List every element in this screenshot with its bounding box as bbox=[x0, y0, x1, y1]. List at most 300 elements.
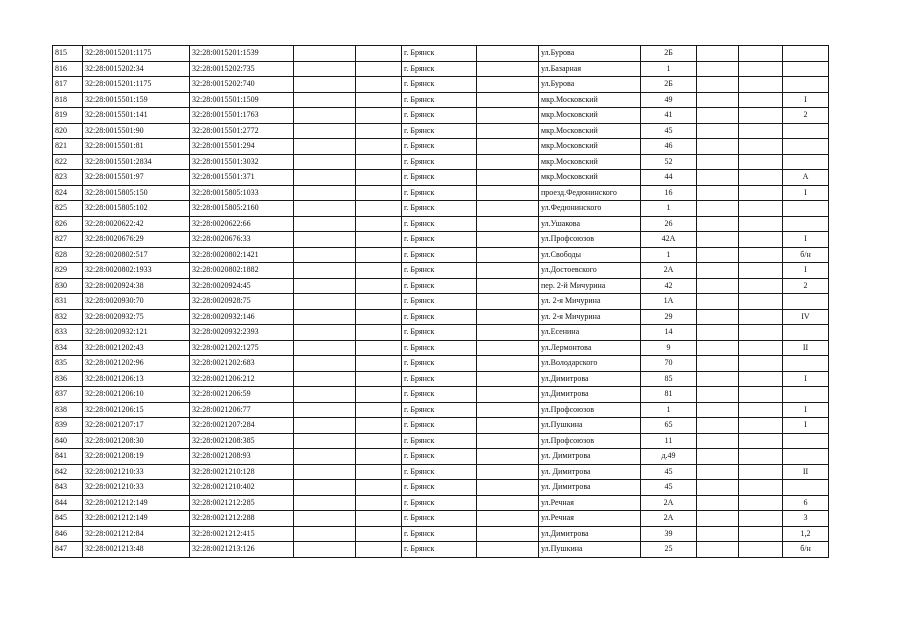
cell-cadastral-number-building: 32:28:0021213:126 bbox=[190, 542, 294, 558]
cell-cadastral-number-building: 32:28:0021212:288 bbox=[190, 511, 294, 527]
cell-cadastral-number-building: 32:28:0021208:93 bbox=[190, 449, 294, 465]
cell-empty-col-a bbox=[294, 433, 356, 449]
table-row bbox=[53, 356, 829, 372]
cell-empty-col-a bbox=[294, 480, 356, 496]
table-row bbox=[53, 278, 829, 294]
cell-empty-col-b bbox=[356, 464, 402, 480]
cell-cadastral-number-land: 32:28:0015501:81 bbox=[83, 139, 190, 155]
table-row bbox=[53, 542, 829, 558]
table-row bbox=[53, 294, 829, 310]
table-row bbox=[53, 108, 829, 124]
cell-cadastral-number-building: 32:28:0021207:284 bbox=[190, 418, 294, 434]
cell-cadastral-number-building: 32:28:0021210:402 bbox=[190, 480, 294, 496]
cell-building-letter bbox=[783, 61, 829, 77]
cell-street: ул.Достоевского bbox=[539, 263, 641, 279]
cell-row-number: 843 bbox=[53, 480, 83, 496]
cell-cadastral-number-building: 32:28:0021212:285 bbox=[190, 495, 294, 511]
cell-cadastral-number-land: 32:28:0015501:159 bbox=[83, 92, 190, 108]
cell-house-number: 1 bbox=[641, 247, 697, 263]
cell-cadastral-number-building: 32:28:0021210:128 bbox=[190, 464, 294, 480]
cell-street: ул. 2-я Мичурина bbox=[539, 294, 641, 310]
cell-row-number: 836 bbox=[53, 371, 83, 387]
cell-empty-col-b bbox=[356, 480, 402, 496]
cell-house-number: 2А bbox=[641, 511, 697, 527]
cell-house-number: 1А bbox=[641, 294, 697, 310]
cell-empty-col-e bbox=[739, 449, 783, 465]
cell-row-number: 828 bbox=[53, 247, 83, 263]
cell-street: ул.Свободы bbox=[539, 247, 641, 263]
cell-cadastral-number-building: 32:28:0015501:1509 bbox=[190, 92, 294, 108]
cell-empty-col-e bbox=[739, 139, 783, 155]
table-row bbox=[53, 232, 829, 248]
cell-empty-col-a bbox=[294, 356, 356, 372]
cell-cadastral-number-land: 32:28:0015805:102 bbox=[83, 201, 190, 217]
cell-empty-col-b bbox=[356, 371, 402, 387]
cell-house-number: 2Б bbox=[641, 77, 697, 93]
cell-cadastral-number-land: 32:28:0021208:30 bbox=[83, 433, 190, 449]
table-row bbox=[53, 402, 829, 418]
cell-empty-col-d bbox=[697, 278, 739, 294]
table-row bbox=[53, 201, 829, 217]
cell-empty-col-c bbox=[477, 247, 539, 263]
cell-empty-col-e bbox=[739, 480, 783, 496]
table-row bbox=[53, 92, 829, 108]
cell-empty-col-a bbox=[294, 542, 356, 558]
cell-empty-col-a bbox=[294, 46, 356, 62]
cell-cadastral-number-building: 32:28:0020802:1882 bbox=[190, 263, 294, 279]
cell-empty-col-e bbox=[739, 542, 783, 558]
cell-empty-col-c bbox=[477, 340, 539, 356]
cell-empty-col-e bbox=[739, 216, 783, 232]
cell-building-letter bbox=[783, 356, 829, 372]
cell-empty-col-a bbox=[294, 340, 356, 356]
cell-building-letter bbox=[783, 139, 829, 155]
cell-house-number: 81 bbox=[641, 387, 697, 403]
cell-empty-col-b bbox=[356, 201, 402, 217]
cell-empty-col-e bbox=[739, 402, 783, 418]
cell-house-number: 2А bbox=[641, 263, 697, 279]
cell-empty-col-a bbox=[294, 449, 356, 465]
cell-empty-col-d bbox=[697, 247, 739, 263]
cell-city: г. Брянск bbox=[402, 542, 477, 558]
cell-empty-col-d bbox=[697, 216, 739, 232]
table-row bbox=[53, 387, 829, 403]
table-row bbox=[53, 170, 829, 186]
cell-empty-col-d bbox=[697, 480, 739, 496]
cell-empty-col-e bbox=[739, 294, 783, 310]
registry-table bbox=[52, 45, 829, 558]
cell-cadastral-number-land: 32:28:0015501:141 bbox=[83, 108, 190, 124]
cell-row-number: 820 bbox=[53, 123, 83, 139]
cell-empty-col-b bbox=[356, 526, 402, 542]
cell-empty-col-b bbox=[356, 402, 402, 418]
cell-empty-col-c bbox=[477, 433, 539, 449]
cell-row-number: 835 bbox=[53, 356, 83, 372]
table-row bbox=[53, 418, 829, 434]
cell-empty-col-c bbox=[477, 309, 539, 325]
cell-building-letter: 2 bbox=[783, 278, 829, 294]
cell-city: г. Брянск bbox=[402, 232, 477, 248]
cell-house-number: 42А bbox=[641, 232, 697, 248]
table-row bbox=[53, 433, 829, 449]
cell-empty-col-e bbox=[739, 247, 783, 263]
cell-city: г. Брянск bbox=[402, 108, 477, 124]
cell-street: ул. Димитрова bbox=[539, 480, 641, 496]
cell-cadastral-number-building: 32:28:0021206:59 bbox=[190, 387, 294, 403]
cell-empty-col-b bbox=[356, 356, 402, 372]
table-row bbox=[53, 464, 829, 480]
cell-cadastral-number-land: 32:28:0015201:1175 bbox=[83, 77, 190, 93]
cell-empty-col-b bbox=[356, 511, 402, 527]
cell-empty-col-d bbox=[697, 185, 739, 201]
cell-row-number: 822 bbox=[53, 154, 83, 170]
table-row bbox=[53, 340, 829, 356]
cell-cadastral-number-land: 32:28:0021210:33 bbox=[83, 480, 190, 496]
cell-city: г. Брянск bbox=[402, 263, 477, 279]
cell-street: мкр.Московский bbox=[539, 154, 641, 170]
cell-empty-col-a bbox=[294, 402, 356, 418]
cell-cadastral-number-land: 32:28:0015201:1175 bbox=[83, 46, 190, 62]
cell-house-number: 49 bbox=[641, 92, 697, 108]
cell-city: г. Брянск bbox=[402, 418, 477, 434]
cell-row-number: 824 bbox=[53, 185, 83, 201]
cell-empty-col-e bbox=[739, 371, 783, 387]
cell-empty-col-d bbox=[697, 325, 739, 341]
cell-city: г. Брянск bbox=[402, 356, 477, 372]
cell-empty-col-e bbox=[739, 526, 783, 542]
cell-building-letter bbox=[783, 77, 829, 93]
cell-row-number: 827 bbox=[53, 232, 83, 248]
cell-empty-col-a bbox=[294, 61, 356, 77]
cell-empty-col-b bbox=[356, 154, 402, 170]
cell-empty-col-b bbox=[356, 449, 402, 465]
cell-city: г. Брянск bbox=[402, 170, 477, 186]
cell-cadastral-number-building: 32:28:0020932:146 bbox=[190, 309, 294, 325]
cell-empty-col-b bbox=[356, 325, 402, 341]
cell-empty-col-d bbox=[697, 232, 739, 248]
cell-empty-col-c bbox=[477, 201, 539, 217]
cell-building-letter: 3 bbox=[783, 511, 829, 527]
cell-empty-col-c bbox=[477, 294, 539, 310]
cell-empty-col-a bbox=[294, 278, 356, 294]
cell-empty-col-b bbox=[356, 77, 402, 93]
cell-empty-col-b bbox=[356, 542, 402, 558]
cell-row-number: 819 bbox=[53, 108, 83, 124]
cell-empty-col-a bbox=[294, 263, 356, 279]
cell-city: г. Брянск bbox=[402, 278, 477, 294]
cell-empty-col-a bbox=[294, 526, 356, 542]
cell-cadastral-number-land: 32:28:0015501:90 bbox=[83, 123, 190, 139]
cell-building-letter bbox=[783, 216, 829, 232]
cell-empty-col-c bbox=[477, 139, 539, 155]
cell-house-number: д.49 bbox=[641, 449, 697, 465]
cell-cadastral-number-building: 32:28:0015805:2160 bbox=[190, 201, 294, 217]
cell-empty-col-c bbox=[477, 542, 539, 558]
cell-empty-col-c bbox=[477, 46, 539, 62]
cell-street: проезд.Федюнинского bbox=[539, 185, 641, 201]
cell-empty-col-c bbox=[477, 61, 539, 77]
cell-empty-col-e bbox=[739, 263, 783, 279]
cell-empty-col-e bbox=[739, 185, 783, 201]
cell-empty-col-c bbox=[477, 232, 539, 248]
table-row bbox=[53, 247, 829, 263]
cell-empty-col-a bbox=[294, 216, 356, 232]
cell-empty-col-d bbox=[697, 433, 739, 449]
cell-city: г. Брянск bbox=[402, 526, 477, 542]
cell-cadastral-number-land: 32:28:0021202:43 bbox=[83, 340, 190, 356]
cell-street: ул.Ушакова bbox=[539, 216, 641, 232]
cell-empty-col-e bbox=[739, 278, 783, 294]
cell-empty-col-c bbox=[477, 108, 539, 124]
cell-city: г. Брянск bbox=[402, 61, 477, 77]
cell-building-letter bbox=[783, 325, 829, 341]
cell-row-number: 816 bbox=[53, 61, 83, 77]
cell-cadastral-number-land: 32:28:0021212:149 bbox=[83, 495, 190, 511]
cell-empty-col-e bbox=[739, 464, 783, 480]
cell-empty-col-c bbox=[477, 371, 539, 387]
cell-empty-col-b bbox=[356, 340, 402, 356]
cell-empty-col-a bbox=[294, 170, 356, 186]
cell-building-letter: I bbox=[783, 418, 829, 434]
cell-row-number: 823 bbox=[53, 170, 83, 186]
cell-empty-col-d bbox=[697, 464, 739, 480]
cell-street: мкр.Московский bbox=[539, 108, 641, 124]
cell-empty-col-d bbox=[697, 309, 739, 325]
cell-city: г. Брянск bbox=[402, 294, 477, 310]
cell-cadastral-number-land: 32:28:0021207:17 bbox=[83, 418, 190, 434]
table-row bbox=[53, 139, 829, 155]
cell-building-letter bbox=[783, 480, 829, 496]
cell-empty-col-b bbox=[356, 495, 402, 511]
cell-empty-col-c bbox=[477, 263, 539, 279]
cell-empty-col-c bbox=[477, 77, 539, 93]
cell-empty-col-e bbox=[739, 77, 783, 93]
cell-empty-col-b bbox=[356, 433, 402, 449]
cell-city: г. Брянск bbox=[402, 92, 477, 108]
cell-building-letter: I bbox=[783, 402, 829, 418]
cell-cadastral-number-land: 32:28:0021210:33 bbox=[83, 464, 190, 480]
cell-empty-col-d bbox=[697, 356, 739, 372]
cell-empty-col-e bbox=[739, 46, 783, 62]
cell-empty-col-b bbox=[356, 170, 402, 186]
table-row bbox=[53, 526, 829, 542]
cell-empty-col-d bbox=[697, 170, 739, 186]
cell-city: г. Брянск bbox=[402, 77, 477, 93]
cell-empty-col-d bbox=[697, 201, 739, 217]
cell-empty-col-c bbox=[477, 123, 539, 139]
cell-empty-col-d bbox=[697, 123, 739, 139]
cell-street: ул.Федюнинского bbox=[539, 201, 641, 217]
table-row bbox=[53, 371, 829, 387]
cell-row-number: 847 bbox=[53, 542, 83, 558]
cell-row-number: 829 bbox=[53, 263, 83, 279]
cell-empty-col-c bbox=[477, 480, 539, 496]
cell-row-number: 834 bbox=[53, 340, 83, 356]
cell-city: г. Брянск bbox=[402, 201, 477, 217]
cell-empty-col-c bbox=[477, 185, 539, 201]
cell-empty-col-b bbox=[356, 294, 402, 310]
cell-empty-col-b bbox=[356, 216, 402, 232]
cell-cadastral-number-building: 32:28:0015501:294 bbox=[190, 139, 294, 155]
cell-building-letter: б/н bbox=[783, 247, 829, 263]
cell-house-number: 2Б bbox=[641, 46, 697, 62]
cell-row-number: 821 bbox=[53, 139, 83, 155]
cell-cadastral-number-building: 32:28:0021212:415 bbox=[190, 526, 294, 542]
table-row bbox=[53, 61, 829, 77]
cell-row-number: 841 bbox=[53, 449, 83, 465]
cell-street: ул.Димитрова bbox=[539, 526, 641, 542]
cell-cadastral-number-land: 32:28:0020932:75 bbox=[83, 309, 190, 325]
cell-empty-col-d bbox=[697, 77, 739, 93]
cell-street: ул.Профсоюзов bbox=[539, 433, 641, 449]
cell-street: ул. Димитрова bbox=[539, 464, 641, 480]
cell-empty-col-d bbox=[697, 449, 739, 465]
cell-cadastral-number-building: 32:28:0021202:683 bbox=[190, 356, 294, 372]
cell-building-letter bbox=[783, 433, 829, 449]
cell-empty-col-c bbox=[477, 464, 539, 480]
cell-empty-col-a bbox=[294, 294, 356, 310]
cell-empty-col-d bbox=[697, 511, 739, 527]
cell-empty-col-a bbox=[294, 108, 356, 124]
cell-street: ул. Димитрова bbox=[539, 449, 641, 465]
cell-empty-col-c bbox=[477, 356, 539, 372]
cell-empty-col-d bbox=[697, 371, 739, 387]
table-row bbox=[53, 154, 829, 170]
cell-house-number: 39 bbox=[641, 526, 697, 542]
cell-empty-col-e bbox=[739, 309, 783, 325]
cell-empty-col-e bbox=[739, 154, 783, 170]
cell-building-letter bbox=[783, 294, 829, 310]
cell-empty-col-b bbox=[356, 278, 402, 294]
cell-row-number: 818 bbox=[53, 92, 83, 108]
cell-cadastral-number-building: 32:28:0015805:1033 bbox=[190, 185, 294, 201]
cell-street: мкр.Московский bbox=[539, 123, 641, 139]
cell-street: ул.Речная bbox=[539, 495, 641, 511]
cell-empty-col-d bbox=[697, 61, 739, 77]
cell-city: г. Брянск bbox=[402, 371, 477, 387]
cell-empty-col-e bbox=[739, 387, 783, 403]
cell-empty-col-a bbox=[294, 77, 356, 93]
cell-building-letter: I bbox=[783, 263, 829, 279]
cell-street: ул.Профсоюзов bbox=[539, 402, 641, 418]
cell-empty-col-a bbox=[294, 418, 356, 434]
cell-cadastral-number-building: 32:28:0020924:45 bbox=[190, 278, 294, 294]
cell-empty-col-d bbox=[697, 526, 739, 542]
cell-row-number: 831 bbox=[53, 294, 83, 310]
cell-empty-col-d bbox=[697, 402, 739, 418]
cell-street: мкр.Московский bbox=[539, 92, 641, 108]
cell-cadastral-number-building: 32:28:0015501:2772 bbox=[190, 123, 294, 139]
cell-empty-col-c bbox=[477, 402, 539, 418]
cell-cadastral-number-building: 32:28:0020932:2393 bbox=[190, 325, 294, 341]
cell-row-number: 846 bbox=[53, 526, 83, 542]
cell-street: ул.Базарная bbox=[539, 61, 641, 77]
cell-building-letter: I bbox=[783, 185, 829, 201]
cell-cadastral-number-land: 32:28:0020930:70 bbox=[83, 294, 190, 310]
cell-cadastral-number-land: 32:28:0021202:96 bbox=[83, 356, 190, 372]
cell-city: г. Брянск bbox=[402, 480, 477, 496]
cell-street: ул.Есенина bbox=[539, 325, 641, 341]
cell-empty-col-c bbox=[477, 387, 539, 403]
cell-cadastral-number-land: 32:28:0020676:29 bbox=[83, 232, 190, 248]
cell-cadastral-number-building: 32:28:0020928:75 bbox=[190, 294, 294, 310]
cell-empty-col-e bbox=[739, 61, 783, 77]
cell-empty-col-b bbox=[356, 123, 402, 139]
cell-empty-col-c bbox=[477, 154, 539, 170]
cell-street: пер. 2-й Мичурина bbox=[539, 278, 641, 294]
cell-empty-col-d bbox=[697, 263, 739, 279]
cell-empty-col-e bbox=[739, 92, 783, 108]
table-row bbox=[53, 449, 829, 465]
cell-building-letter: А bbox=[783, 170, 829, 186]
cell-empty-col-e bbox=[739, 170, 783, 186]
cell-empty-col-b bbox=[356, 418, 402, 434]
cell-row-number: 826 bbox=[53, 216, 83, 232]
cell-city: г. Брянск bbox=[402, 402, 477, 418]
cell-street: ул.Димитрова bbox=[539, 371, 641, 387]
cell-row-number: 845 bbox=[53, 511, 83, 527]
cell-empty-col-b bbox=[356, 387, 402, 403]
cell-empty-col-d bbox=[697, 542, 739, 558]
cell-city: г. Брянск bbox=[402, 387, 477, 403]
cell-house-number: 42 bbox=[641, 278, 697, 294]
cell-cadastral-number-land: 32:28:0020932:121 bbox=[83, 325, 190, 341]
cell-street: ул.Профсоюзов bbox=[539, 232, 641, 248]
cell-house-number: 44 bbox=[641, 170, 697, 186]
cell-building-letter: I bbox=[783, 232, 829, 248]
cell-city: г. Брянск bbox=[402, 123, 477, 139]
cell-house-number: 41 bbox=[641, 108, 697, 124]
cell-row-number: 840 bbox=[53, 433, 83, 449]
cell-empty-col-d bbox=[697, 139, 739, 155]
cell-empty-col-c bbox=[477, 278, 539, 294]
cell-house-number: 2А bbox=[641, 495, 697, 511]
cell-building-letter bbox=[783, 449, 829, 465]
cell-row-number: 839 bbox=[53, 418, 83, 434]
table-row bbox=[53, 511, 829, 527]
cell-house-number: 29 bbox=[641, 309, 697, 325]
cell-building-letter bbox=[783, 46, 829, 62]
cell-house-number: 52 bbox=[641, 154, 697, 170]
cell-empty-col-e bbox=[739, 495, 783, 511]
cell-row-number: 832 bbox=[53, 309, 83, 325]
cell-cadastral-number-land: 32:28:0015202:34 bbox=[83, 61, 190, 77]
cell-empty-col-a bbox=[294, 139, 356, 155]
cell-empty-col-b bbox=[356, 185, 402, 201]
cell-empty-col-a bbox=[294, 309, 356, 325]
cell-cadastral-number-land: 32:28:0021206:15 bbox=[83, 402, 190, 418]
cell-cadastral-number-building: 32:28:0021202:1275 bbox=[190, 340, 294, 356]
cell-empty-col-b bbox=[356, 46, 402, 62]
cell-cadastral-number-building: 32:28:0015202:735 bbox=[190, 61, 294, 77]
cell-empty-col-a bbox=[294, 185, 356, 201]
cell-empty-col-d bbox=[697, 387, 739, 403]
cell-empty-col-e bbox=[739, 340, 783, 356]
cell-street: ул.Лермонтова bbox=[539, 340, 641, 356]
cell-building-letter: б/н bbox=[783, 542, 829, 558]
cell-cadastral-number-building: 32:28:0020622:66 bbox=[190, 216, 294, 232]
cell-building-letter: 6 bbox=[783, 495, 829, 511]
cell-street: ул.Бурова bbox=[539, 77, 641, 93]
cell-building-letter bbox=[783, 387, 829, 403]
cell-city: г. Брянск bbox=[402, 340, 477, 356]
cell-empty-col-c bbox=[477, 216, 539, 232]
cell-cadastral-number-land: 32:28:0021213:48 bbox=[83, 542, 190, 558]
cell-empty-col-e bbox=[739, 232, 783, 248]
cell-empty-col-b bbox=[356, 61, 402, 77]
cell-house-number: 1 bbox=[641, 61, 697, 77]
cell-cadastral-number-land: 32:28:0020802:517 bbox=[83, 247, 190, 263]
